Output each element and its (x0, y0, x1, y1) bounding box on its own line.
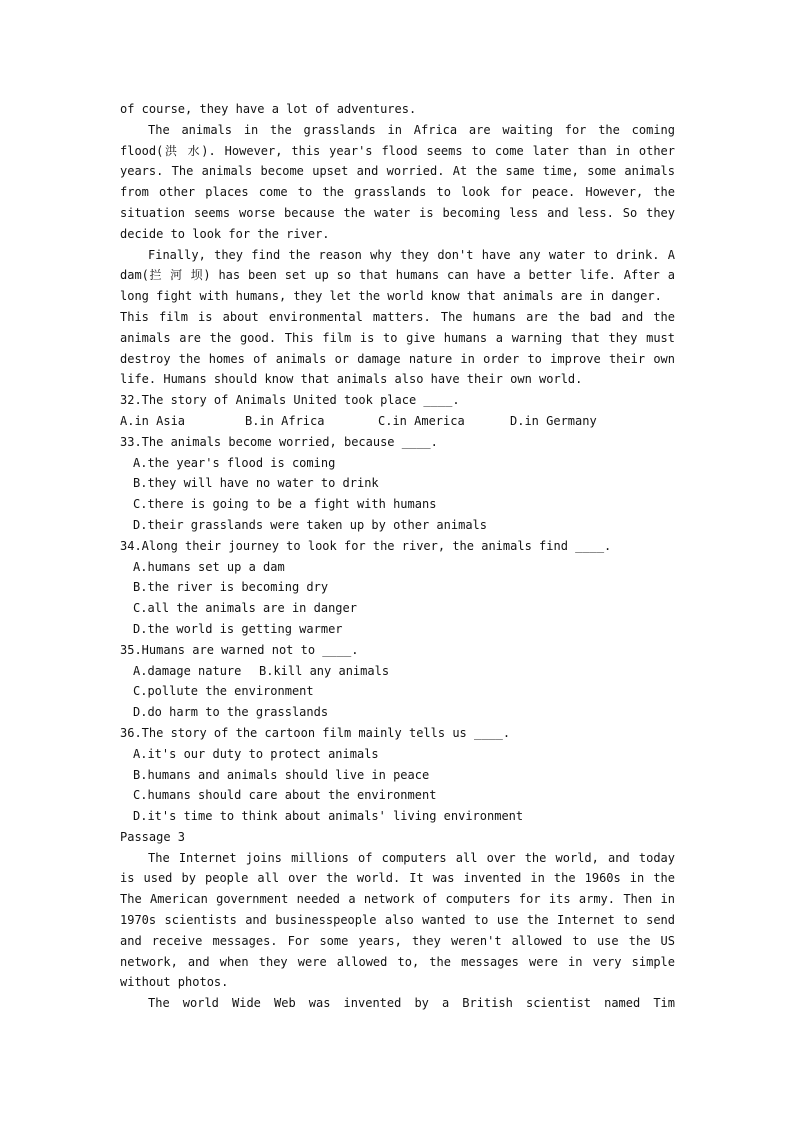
question-36-stem: 36.The story of the cartoon film mainly tells us ____. (120, 725, 511, 740)
question-33-option-a: A.the year's flood is coming (133, 455, 336, 470)
passage-line: years. The animals become upset and worried. At the same time, some animals (120, 164, 675, 179)
question-32-stem: 32.The story of Animals United took place ____. (120, 393, 460, 408)
passage-line: The American government needed a network of computers for its army. Then in (120, 892, 675, 907)
question-35-option-b: B.kill any animals (259, 663, 390, 678)
question-35-option-d: D.do harm to the grasslands (133, 705, 329, 720)
passage-line: This film is about environmental matters. The humans are the bad and the (120, 309, 675, 324)
passage-line: The animals in the grasslands in Africa are waiting for the coming (148, 122, 675, 137)
question-32-option-c: C.in America (378, 413, 465, 428)
passage-line: from other places come to the grasslands to look for peace. However, the (120, 185, 675, 200)
question-36-option-b: B.humans and animals should live in peace (133, 767, 430, 782)
passage-line: The Internet joins millions of computers all over the world, and today (148, 850, 675, 865)
question-32-option-b: B.in Africa (245, 413, 325, 428)
question-35-options-ab (120, 661, 675, 682)
question-34-option-c: C.all the animals are in danger (133, 601, 357, 616)
question-34-stem: 34.Along their journey to look for the river, the animals find ____. (120, 538, 612, 553)
question-33-option-d: D.their grasslands were taken up by other animals (133, 517, 488, 532)
question-35-stem: 35.Humans are warned not to ____. (120, 642, 359, 657)
passage-line: 1970s scientists and businesspeople also wanted to use the Internet to send (120, 913, 675, 928)
passage-line: The world Wide Web was invented by a British scientist named Tim (148, 996, 675, 1011)
question-34-option-d: D.the world is getting warmer (133, 621, 343, 636)
passage-line: situation seems worse because the water is becoming less and less. So they (120, 205, 675, 220)
question-36-option-d: D.it's time to think about animals' living environment (133, 809, 524, 824)
question-33-stem: 33.The animals become worried, because ____. (120, 434, 438, 449)
passage-line: network, and when they were allowed to, the messages were in very simple (120, 954, 675, 969)
passage-line: flood(洪 水). However, this year's flood seems to come later than in other (120, 143, 675, 158)
question-32-option-a: A.in Asia (120, 413, 186, 428)
question-33-option-b: B.they will have no water to drink (133, 476, 379, 491)
passage-line: long fight with humans, they let the world know that animals are in danger. (120, 289, 662, 304)
passage-line: is used by people all over the world. It was invented in the 1960s in the (120, 871, 675, 886)
document-page (120, 99, 675, 1014)
passage-line: destroy the homes of animals or damage nature in order to improve their own (120, 351, 675, 366)
question-32-options (120, 411, 675, 432)
question-35-option-c: C.pollute the environment (133, 684, 314, 699)
question-35-option-a: A.damage nature (133, 663, 242, 678)
question-36-option-a: A.it's our duty to protect animals (133, 746, 379, 761)
passage-line: and receive messages. For some years, they weren't allowed to use the US (120, 933, 675, 948)
passage-line: Finally, they find the reason why they don't have any water to drink. A (148, 247, 675, 262)
passage-line: without photos. (120, 975, 229, 990)
passage-line: animals are the good. This film is to give humans a warning that they must (120, 330, 675, 345)
passage-line: decide to look for the river. (120, 226, 330, 241)
passage-line: life. Humans should know that animals also have their own world. (120, 372, 583, 387)
question-34-option-a: A.humans set up a dam (133, 559, 285, 574)
question-36-option-c: C.humans should care about the environment (133, 788, 437, 803)
question-33-option-c: C.there is going to be a fight with humans (133, 497, 437, 512)
passage-line: dam(拦 河 坝) has been set up so that humans can have a better life. After a (120, 268, 675, 283)
passage-3-title: Passage 3 (120, 829, 186, 844)
question-34-option-b: B.the river is becoming dry (133, 580, 329, 595)
passage-line: of course, they have a lot of adventures. (120, 102, 417, 116)
question-32-option-d: D.in Germany (510, 413, 597, 428)
